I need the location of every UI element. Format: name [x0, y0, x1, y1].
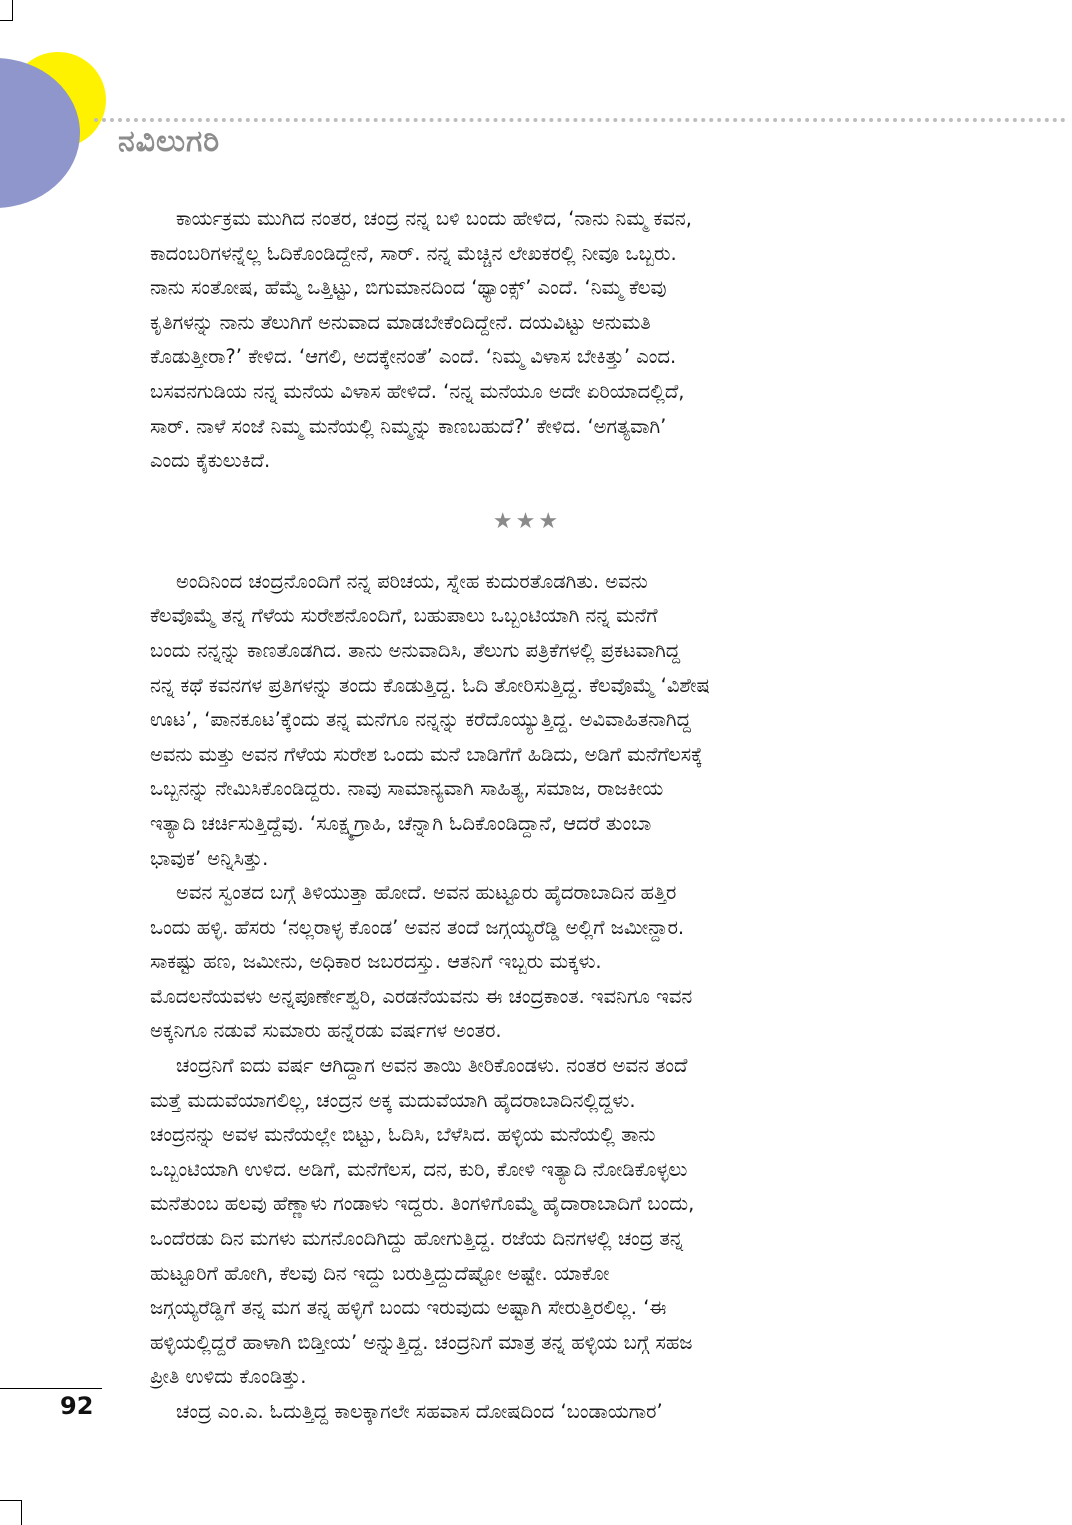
text-line: ಚಂದ್ರ ಎಂ.ಎ. ಓದುತ್ತಿದ್ದ ಕಾಲಕ್ಕಾಗಲೇ ಸಹವಾಸ ದೋಷದಿಂದ ‘ಬಂಡಾಯಗಾರ’ — [176, 1400, 663, 1423]
text-line: ಕೊಡುತ್ತೀರಾ?’ ಕೇಳಿದ. ‘ಆಗಲಿ, ಅದಕ್ಕೇನಂತೆ’ ಎಂದೆ. ‘ನಿಮ್ಮ ವಿಳಾಸ ಬೇಕಿತ್ತು’ ಎಂದ. — [150, 345, 677, 369]
text-line: ಪ್ರೀತಿ ಉಳಿದು ಕೊಂಡಿತ್ತು. — [150, 1365, 307, 1389]
paragraph — [150, 202, 904, 479]
text-line: ಅವನ ಸ್ವಂತದ ಬಗ್ಗೆ ತಿಳಿಯುತ್ತಾ ಹೋದೆ. ಅವನ ಹುಟ್ಟೂರು ಹೈದರಾಬಾದಿನ ಹತ್ತಿರ — [176, 881, 677, 905]
text-line: ಒಂದೆರಡು ದಿನ ಮಗಳು ಮಗನೊಂದಿಗಿದ್ದು ಹೋಗುತ್ತಿದ್ದ. ರಜೆಯ ದಿನಗಳಲ್ಲಿ ಚಂದ್ರ ತನ್ನ — [150, 1227, 684, 1251]
text-line: ಸಾಕಷ್ಟು ಹಣ, ಜಮೀನು, ಅಧಿಕಾರ ಜಬರದಸ್ತು. ಆತನಿಗೆ ಇಬ್ಬರು ಮಕ್ಕಳು. — [150, 950, 602, 974]
text-line: ಊಟ’, ‘ಪಾನಕೂಟ’ಕ್ಕೆಂದು ತನ್ನ ಮನೆಗೂ ನನ್ನನ್ನು ಕರೆದೊಯ್ಯುತ್ತಿದ್ದ. ಅವಿವಾಹಿತನಾಗಿದ್ದ — [150, 708, 691, 732]
page-number-rule — [0, 1388, 102, 1389]
text-line: ಮನೆತುಂಬ ಹಲವು ಹೆಣ್ಣಾಳು ಗಂಡಾಳು ಇದ್ದರು. ತಿಂಗಳಿಗೊಮ್ಮೆ ಹೈದಾರಾಬಾದಿಗೆ ಬಂದು, — [150, 1192, 695, 1216]
crop-mark-bottom-vertical — [21, 1500, 22, 1525]
text-line: ಕಾದಂಬರಿಗಳನ್ನೆಲ್ಲ ಓದಿಕೊಂಡಿದ್ದೇನೆ, ಸಾರ್. ನನ್ನ ಮೆಚ್ಚಿನ ಲೇಖಕರಲ್ಲಿ ನೀವೂ ಒಬ್ಬರು. — [150, 241, 677, 265]
text-line: ಇತ್ಯಾದಿ ಚರ್ಚಿಸುತ್ತಿದ್ದೆವು. ‘ಸೂಕ್ಷ್ಮಗ್ರಾಹಿ, ಚೆನ್ನಾಗಿ ಓದಿಕೊಂಡಿದ್ದಾನೆ, ಆದರೆ ತುಂಬಾ — [150, 811, 652, 835]
paragraph — [150, 876, 904, 1049]
text-line: ಮೊದಲನೆಯವಳು ಅನ್ನಪೂರ್ಣೇಶ್ವರಿ, ಎರಡನೆಯವನು ಈ ಚಂದ್ರಕಾಂತ. ಇವನಿಗೂ ಇವನ — [150, 984, 693, 1008]
crop-mark-top-vertical — [12, 0, 13, 20]
text-line: ಎಂದು ಕೈಕುಲುಕಿದೆ. — [150, 449, 271, 473]
text-line: ಒಬ್ಬಂಟಿಯಾಗಿ ಉಳಿದ. ಅಡಿಗೆ, ಮನೆಗೆಲಸ, ದನ, ಕುರಿ, ಕೋಳಿ ಇತ್ಯಾದಿ ನೋಡಿಕೊಳ್ಳಲು — [150, 1157, 688, 1181]
text-line: ಅಕ್ಕನಿಗೂ ನಡುವೆ ಸುಮಾರು ಹನ್ನೆರಡು ವರ್ಷಗಳ ಅಂತರ. — [150, 1019, 502, 1043]
text-line: ಕೃತಿಗಳನ್ನು ನಾನು ತೆಲುಗಿಗೆ ಅನುವಾದ ಮಾಡಬೇಕೆಂದಿದ್ದೇನೆ. ದಯವಿಟ್ಟು ಅನುಮತಿ — [150, 310, 651, 334]
text-line: ಅವನು ಮತ್ತು ಅವನ ಗೆಳೆಯ ಸುರೇಶ ಒಂದು ಮನೆ ಬಾಡಿಗೆಗೆ ಹಿಡಿದು, ಅಡಿಗೆ ಮನೆಗೆಲಸಕ್ಕೆ — [150, 742, 703, 766]
text-line: ಒಬ್ಬನನ್ನು ನೇಮಿಸಿಕೊಂಡಿದ್ದರು. ನಾವು ಸಾಮಾನ್ಯವಾಗಿ ಸಾಹಿತ್ಯ, ಸಮಾಜ, ರಾಜಕೀಯ — [150, 777, 664, 801]
text-line: ಅಂದಿನಿಂದ ಚಂದ್ರನೊಂದಿಗೆ ನನ್ನ ಪರಿಚಯ, ಸ್ನೇಹ ಕುದುರತೊಡಗಿತು. ಅವನು — [176, 569, 648, 593]
text-line: ಜಗ್ಗಯ್ಯರೆಡ್ಡಿಗೆ ತನ್ನ ಮಗ ತನ್ನ ಹಳ್ಳಿಗೆ ಬಂದು ಇರುವುದು ಅಷ್ಟಾಗಿ ಸೇರುತ್ತಿರಲಿಲ್ಲ. ‘ಈ — [150, 1296, 667, 1320]
page-number: 92 — [60, 1392, 94, 1420]
text-line: ನಾನು ಸಂತೋಷ, ಹೆಮ್ಮೆ ಒತ್ತಿಟ್ಟು, ಬಿಗುಮಾನದಿಂದ ‘ಥ್ಯಾಂಕ್ಸ್’ ಎಂದೆ. ‘ನಿಮ್ಮ ಕೆಲವು — [150, 276, 667, 300]
text-line: ನನ್ನ ಕಥೆ ಕವನಗಳ ಪ್ರತಿಗಳನ್ನು ತಂದು ಕೊಡುತ್ತಿದ್ದ. ಓದಿ ತೋರಿಸುತ್ತಿದ್ದ. ಕೆಲವೊಮ್ಮೆ ‘ವಿಶೇಷ — [150, 673, 710, 697]
paragraph — [150, 1395, 904, 1430]
text-line: ಬಸವನಗುಡಿಯ ನನ್ನ ಮನೆಯ ವಿಳಾಸ ಹೇಳಿದೆ. ‘ನನ್ನ ಮನೆಯೂ ಅದೇ ಏರಿಯಾದಲ್ಲಿದೆ, — [150, 379, 685, 403]
section-break-stars: ★★★ — [492, 508, 562, 534]
text-line: ಮತ್ತೆ ಮದುವೆಯಾಗಲಿಲ್ಲ, ಚಂದ್ರನ ಅಕ್ಕ ಮದುವೆಯಾಗಿ ಹೈದರಾಬಾದಿನಲ್ಲಿದ್ದಳು. — [150, 1088, 636, 1112]
text-line: ಕಾರ್ಯಕ್ರಮ ಮುಗಿದ ನಂತರ, ಚಂದ್ರ ನನ್ನ ಬಳಿ ಬಂದು ಹೇಳಿದ, ‘ನಾನು ನಿಮ್ಮ ಕವನ, — [176, 207, 692, 230]
section-title: ನವಿಲುಗರಿ — [118, 124, 221, 159]
text-line: ಕೆಲವೊಮ್ಮೆ ತನ್ನ ಗೆಳೆಯ ಸುರೇಶನೊಂದಿಗೆ, ಬಹುಪಾಲು ಒಬ್ಬಂಟಿಯಾಗಿ ನನ್ನ ಮನೆಗೆ — [150, 604, 658, 628]
paragraph — [150, 565, 904, 876]
crop-mark-bottom-horizontal — [0, 1500, 22, 1501]
paragraph — [150, 1049, 904, 1395]
text-line: ಹಳ್ಳಿಯಲ್ಲಿದ್ದರೆ ಹಾಳಾಗಿ ಬಿಡ್ತೀಯ’ ಅನ್ನುತ್ತಿದ್ದ. ಚಂದ್ರನಿಗೆ ಮಾತ್ರ ತನ್ನ ಹಳ್ಳಿಯ ಬಗ್ಗೆ ಸಹಜ — [150, 1330, 693, 1354]
text-line: ಸಾರ್. ನಾಳೆ ಸಂಜೆ ನಿಮ್ಮ ಮನೆಯಲ್ಲಿ ನಿಮ್ಮನ್ನು ಕಾಣಬಹುದೆ?’ ಕೇಳಿದ. ‘ಅಗತ್ಯವಾಗಿ’ — [150, 414, 667, 438]
text-line: ಚಂದ್ರನಿಗೆ ಐದು ವರ್ಷ ಆಗಿದ್ದಾಗ ಅವನ ತಾಯಿ ತೀರಿಕೊಂಡಳು. ನಂತರ ಅವನ ತಂದೆ — [176, 1054, 688, 1078]
crop-mark-top-horizontal — [0, 20, 13, 21]
text-line: ಹುಟ್ಟೂರಿಗೆ ಹೋಗಿ, ಕೆಲವು ದಿನ ಇದ್ದು ಬರುತ್ತಿದ್ದುದೆಷ್ಟೋ ಅಷ್ಟೇ. ಯಾಕೋ — [150, 1261, 610, 1285]
text-line: ಭಾವುಕ’ ಅನ್ನಿಸಿತ್ತು. — [150, 846, 269, 870]
header-dotted-rule — [94, 118, 1066, 122]
text-line: ಒಂದು ಹಳ್ಳಿ. ಹೆಸರು ‘ನಲ್ಲರಾಳ್ಳ ಕೊಂಡ’ ಅವನ ತಂದೆ ಜಗ್ಗಯ್ಯರೆಡ್ಡಿ ಅಲ್ಲಿಗೆ ಜಮೀನ್ದಾರ. — [150, 915, 685, 939]
text-line: ಚಂದ್ರನನ್ನು ಅವಳ ಮನೆಯಲ್ಲೇ ಬಿಟ್ಟು, ಓದಿಸಿ, ಬೆಳೆಸಿದ. ಹಳ್ಳಿಯ ಮನೆಯಲ್ಲಿ ತಾನು — [150, 1123, 656, 1147]
body-text — [150, 202, 904, 1430]
text-line: ಬಂದು ನನ್ನನ್ನು ಕಾಣತೊಡಗಿದ. ತಾನು ಅನುವಾದಿಸಿ, ತೆಲುಗು ಪತ್ರಿಕೆಗಳಲ್ಲಿ ಪ್ರಕಟವಾಗಿದ್ದ — [150, 638, 681, 662]
